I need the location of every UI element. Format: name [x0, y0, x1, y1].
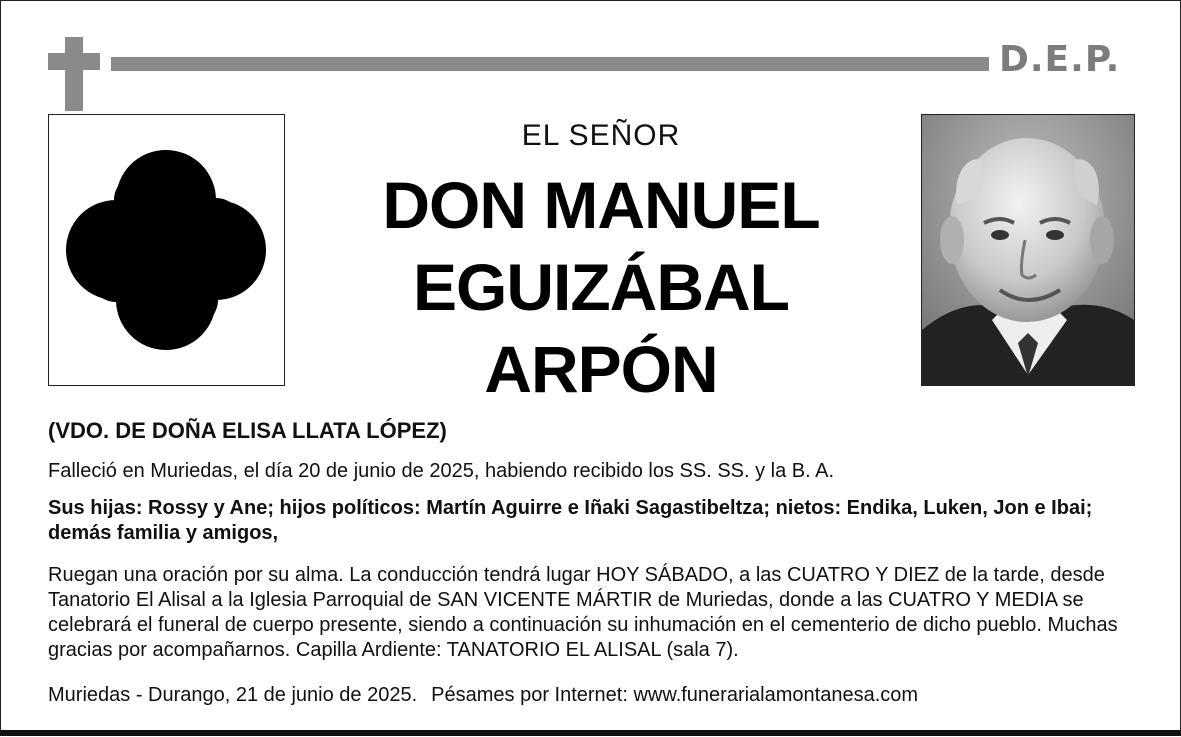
death-notice: Falleció en Muriedas, el día 20 de junio de 2025, habiendo recibido los SS. SS. y la B. A.	[48, 460, 835, 482]
ceremony-details: Ruegan una oración por su alma. La conducción tendrá lugar HOY SÁBADO, a las CUATRO Y DIEZ de la tarde, desde Tanatorio El Alisal a la Iglesia Parroquial de SAN VICENTE MÁRTIR de Muriedas, donde a las CUATRO Y MEDIA se celebrará el funeral de cuerpo presente, siendo a continuación su inhumación en el cementerio de dicho pueblo. Muchas gracias por acompañarnos. Capilla Ardiente: TANATORIO EL ALISAL (sala 7).	[48, 564, 1118, 661]
honorific-prefix: EL SEÑOR	[521, 119, 681, 152]
dep-label: D.E.P.	[999, 39, 1121, 80]
place-date: Muriedas - Durango, 21 de junio de 2025.	[48, 684, 418, 706]
family-list: Sus hijas: Rossy y Ane; hijos políticos: Martín Aguirre e Iñaki Sagastibeltza; nietos: Endika, Luken, Jon e Ibai; demás familia y amigos,	[48, 497, 1093, 544]
widow-of-line: (VDO. DE DOÑA ELISA LLATA LÓPEZ)	[48, 418, 447, 443]
header-rule	[111, 57, 989, 71]
lauburu-frame	[48, 114, 285, 386]
portrait-photo	[921, 114, 1135, 386]
deceased-name-line1: DON MANUEL	[382, 168, 820, 242]
lauburu-icon	[49, 115, 284, 385]
footer-line	[48, 683, 1138, 708]
condolences-link[interactable]: Pésames por Internet: www.funerarialamontanesa.com	[431, 684, 919, 706]
cross-horizontal-bar	[48, 53, 100, 70]
portrait-illustration	[922, 115, 1134, 385]
deceased-name-line2: EGUIZÁBAL	[413, 250, 789, 324]
cross-vertical-bar	[65, 37, 83, 111]
deceased-name-line3: ARPÓN	[484, 332, 718, 406]
